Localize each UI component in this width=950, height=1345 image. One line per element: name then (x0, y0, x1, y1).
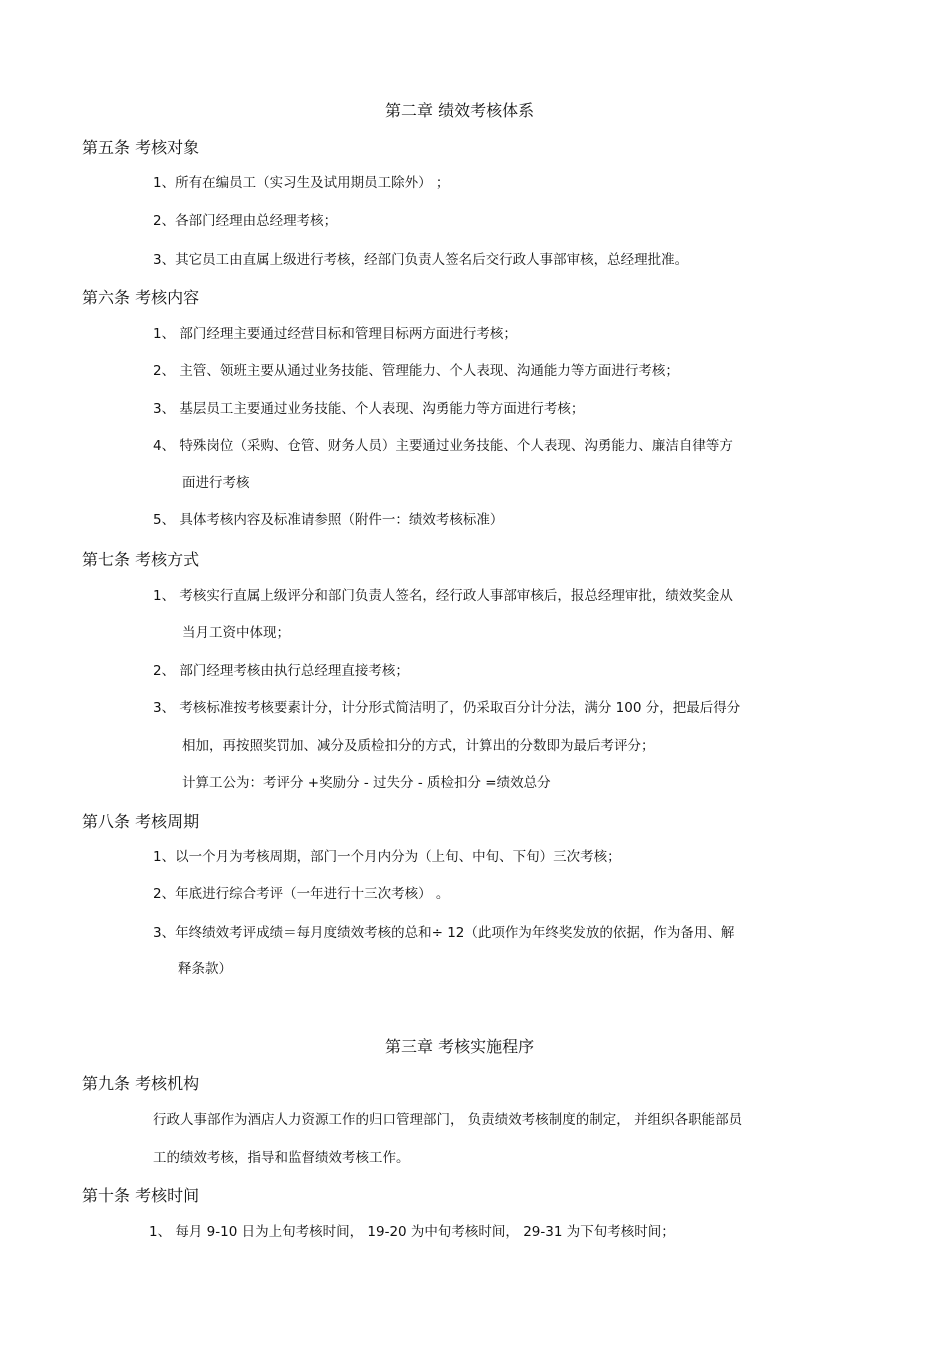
article-7-heading: 第七条 考核方式 (82, 550, 200, 569)
chapter-2-title: 第二章 绩效考核体系 (385, 101, 535, 120)
article-7-formula: 计算工公为：考评分 +奖励分 - 过失分 - 质检扣分 =绩效总分 (182, 775, 551, 791)
article-8-item-1: 1、以一个月为考核周期，部门一个月内分为（上旬、中旬、下旬）三次考核； (153, 849, 621, 865)
article-8-item-3-continued: 释条款） (178, 961, 232, 977)
article-8-heading: 第八条 考核周期 (82, 812, 200, 831)
article-7-item-3: 3、 考核标准按考核要素计分，计分形式简洁明了，仍采取百分计分法，满分 100 分，把最后得分 (153, 700, 741, 716)
article-5-item-2: 2、各部门经理由总经理考核； (153, 213, 338, 229)
article-6-item-1: 1、 部门经理主要通过经营目标和管理目标两方面进行考核； (153, 326, 517, 342)
article-8-item-3: 3、年终绩效考评成绩＝每月度绩效考核的总和÷ 12（此项作为年终奖发放的依据，作为备用、解 (153, 925, 735, 941)
article-6-item-5: 5、 具体考核内容及标准请参照（附件一：绩效考核标准） (153, 512, 504, 528)
article-10-item-1: 1、 每月 9-10 日为上旬考核时间， 19-20 为中旬考核时间， 29-31 为下旬考核时间； (149, 1224, 675, 1240)
article-8-item-2: 2、年底进行综合考评（一年进行十三次考核） 。 (153, 886, 450, 902)
article-9-line-1: 行政人事部作为酒店人力资源工作的归口管理部门， 负责绩效考核制度的制定， 并组织各职能部员 (153, 1112, 743, 1128)
article-7-item-1: 1、 考核实行直属上级评分和部门负责人签名，经行政人事部审核后，报总经理审批，绩效奖金从 (153, 588, 733, 604)
article-6-item-3: 3、 基层员工主要通过业务技能、个人表现、沟勇能力等方面进行考核； (153, 401, 585, 417)
article-5-item-1: 1、所有在编员工（实习生及试用期员工除外） ； (153, 175, 450, 191)
article-5-item-3: 3、其它员工由直属上级进行考核，经部门负责人签名后交行政人事部审核，总经理批准。 (153, 252, 689, 268)
article-6-heading: 第六条 考核内容 (82, 288, 200, 307)
article-7-item-1-continued: 当月工资中体现； (182, 625, 290, 641)
article-7-item-3-continued: 相加，再按照奖罚加、减分及质检扣分的方式，计算出的分数即为最后考评分； (182, 738, 655, 754)
article-9-heading: 第九条 考核机构 (82, 1074, 200, 1093)
chapter-3-title: 第三章 考核实施程序 (385, 1037, 535, 1056)
article-6-item-2: 2、 主管、领班主要从通过业务技能、管理能力、个人表现、沟通能力等方面进行考核； (153, 363, 679, 379)
article-10-heading: 第十条 考核时间 (82, 1186, 200, 1205)
article-6-item-4: 4、 特殊岗位（采购、仓管、财务人员）主要通过业务技能、个人表现、沟勇能力、廉洁自律等方 (153, 438, 733, 454)
article-6-item-4-continued: 面进行考核 (182, 475, 250, 491)
article-9-line-2: 工的绩效考核，指导和监督绩效考核工作。 (153, 1150, 410, 1166)
article-5-heading: 第五条 考核对象 (82, 138, 200, 157)
article-7-item-2: 2、 部门经理考核由执行总经理直接考核； (153, 663, 409, 679)
